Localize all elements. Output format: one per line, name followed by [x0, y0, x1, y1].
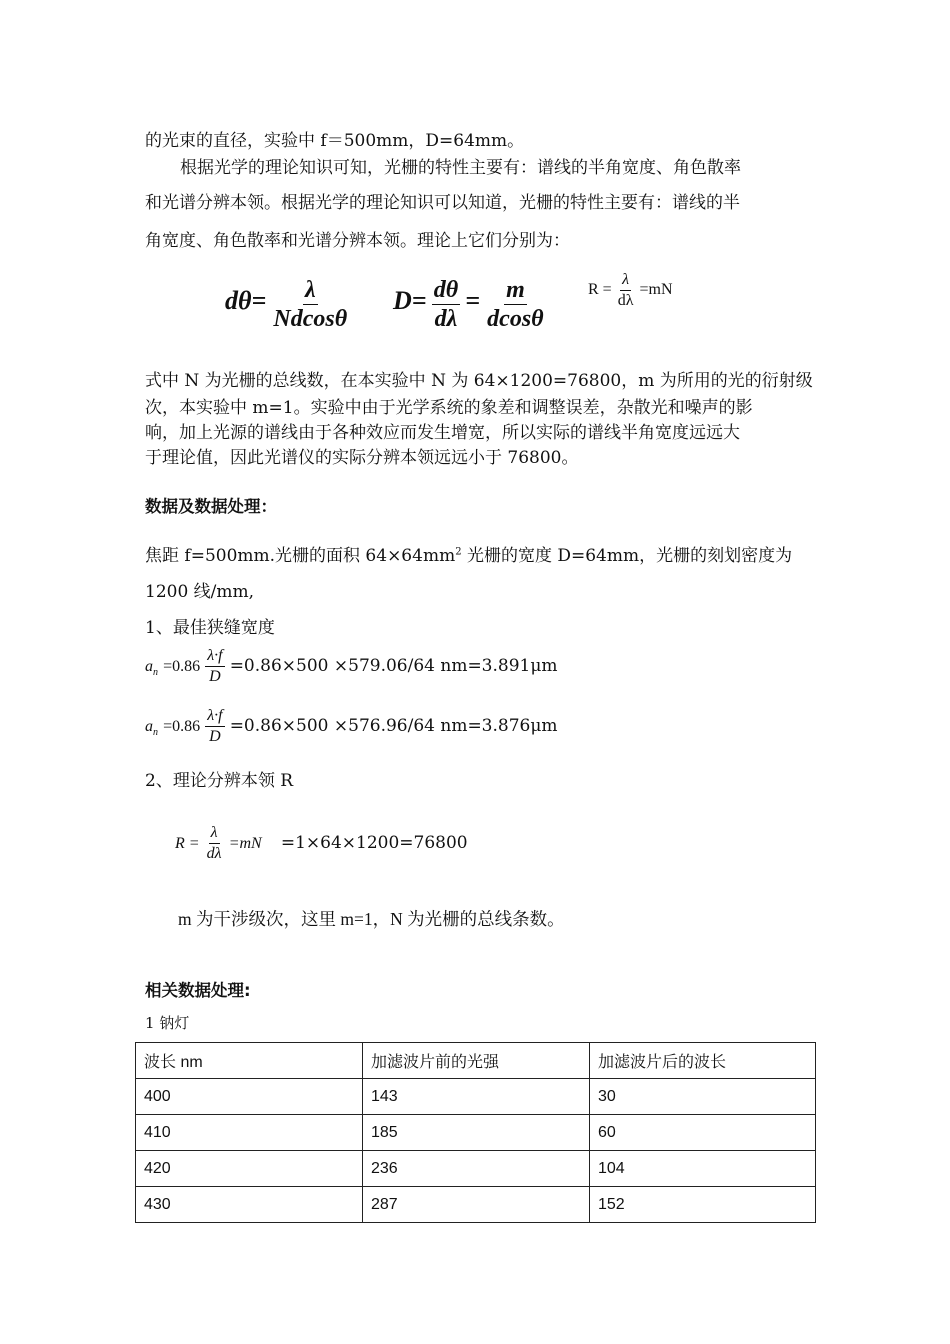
- paragraph-line: 的光束的直径，实验中 f＝500mm，D=64mm。: [145, 131, 525, 151]
- table-cell: 287: [363, 1187, 590, 1223]
- table-header-row: [136, 1043, 816, 1079]
- paragraph-line: 响，加上光源的谱线由于各种效应而发生增宽，所以实际的谱线半角宽度远远大: [145, 423, 740, 443]
- table-row: [136, 1115, 816, 1151]
- table-cell: 430: [136, 1187, 363, 1223]
- table-row: [136, 1079, 816, 1115]
- list-item: 1、最佳狭缝宽度: [145, 618, 275, 638]
- section-heading: 数据及数据处理：: [145, 497, 277, 516]
- paragraph-line: 和光谱分辨本领。根据光学的理论知识可以知道，光栅的特性主要有：谱线的半: [145, 193, 740, 213]
- table-cell: 400: [136, 1079, 363, 1115]
- formula-angular-width: dθ= $\frac{\lambda}{Ndcos\theta}$: [225, 277, 348, 332]
- table-caption: 1 钠灯: [145, 1014, 190, 1032]
- list-item: 2、理论分辨本领 R: [145, 771, 294, 791]
- formula-theoretical-resolving-power: R = $\frac{\lambda}{d\lambda}$ =mN =1×64×1200=76800: [175, 824, 468, 862]
- section-heading: 相关数据处理:: [145, 981, 251, 1000]
- paragraph-line: 于理论值，因此光谱仪的实际分辨本领远远小于 76800。: [145, 448, 579, 468]
- formula-slit-width-2: $a_n =0.86$ $\frac{\lambda\cdot f}{D}$ =0.86×500 ×576.96/64 nm=3.876μm: [145, 707, 558, 745]
- paragraph-line: 式中 N 为光栅的总线数，在本实验中 N 为 64×1200=76800，m 为所用的光的衍射级: [145, 371, 813, 391]
- table-cell: 60: [590, 1115, 816, 1151]
- table-header-cell: 波长 nm: [136, 1043, 363, 1079]
- table-row: [136, 1187, 816, 1223]
- table-cell: 410: [136, 1115, 363, 1151]
- table-row: [136, 1151, 816, 1187]
- table-cell: 152: [590, 1187, 816, 1223]
- paragraph-line: 1200 线/mm,: [145, 582, 255, 602]
- table-header-cell: 加滤波片后的波长: [590, 1043, 816, 1079]
- note-text: m 为干涉级次，这里 m=1，N 为光栅的总线条数。: [178, 909, 565, 929]
- formula-angular-dispersion: D= $\frac{d\theta}{d\lambda}$ = $\frac{m}{dcos\theta}$: [393, 277, 544, 332]
- paragraph-line: 次，本实验中 m=1。实验中由于光学系统的象差和调整误差，杂散光和噪声的影: [145, 398, 753, 418]
- table-cell: 420: [136, 1151, 363, 1187]
- formula-resolving-power: R = $\frac{\lambda}{d\lambda}$ =mN: [588, 271, 673, 309]
- paragraph-line: 焦距 f=500mm.光栅的面积 $64\times 64mm^2$ 光栅的宽度 D=64mm，光栅的刻划密度为: [145, 546, 793, 566]
- paragraph-line: 根据光学的理论知识可知，光栅的特性主要有：谱线的半角宽度、角色散率: [180, 158, 741, 178]
- table-cell: 185: [363, 1115, 590, 1151]
- formula-slit-width-1: $a_n =0.86$ $\frac{\lambda\cdot f}{D}$ =0.86×500 ×579.06/64 nm=3.891μm: [145, 647, 558, 685]
- paragraph-line: 角宽度、角色散率和光谱分辨本领。理论上它们分别为：: [145, 231, 570, 251]
- table-header-cell: 加滤波片前的光强: [363, 1043, 590, 1079]
- table-cell: 143: [363, 1079, 590, 1115]
- table-cell: 30: [590, 1079, 816, 1115]
- data-table: [135, 1042, 816, 1223]
- table-cell: 104: [590, 1151, 816, 1187]
- table-cell: 236: [363, 1151, 590, 1187]
